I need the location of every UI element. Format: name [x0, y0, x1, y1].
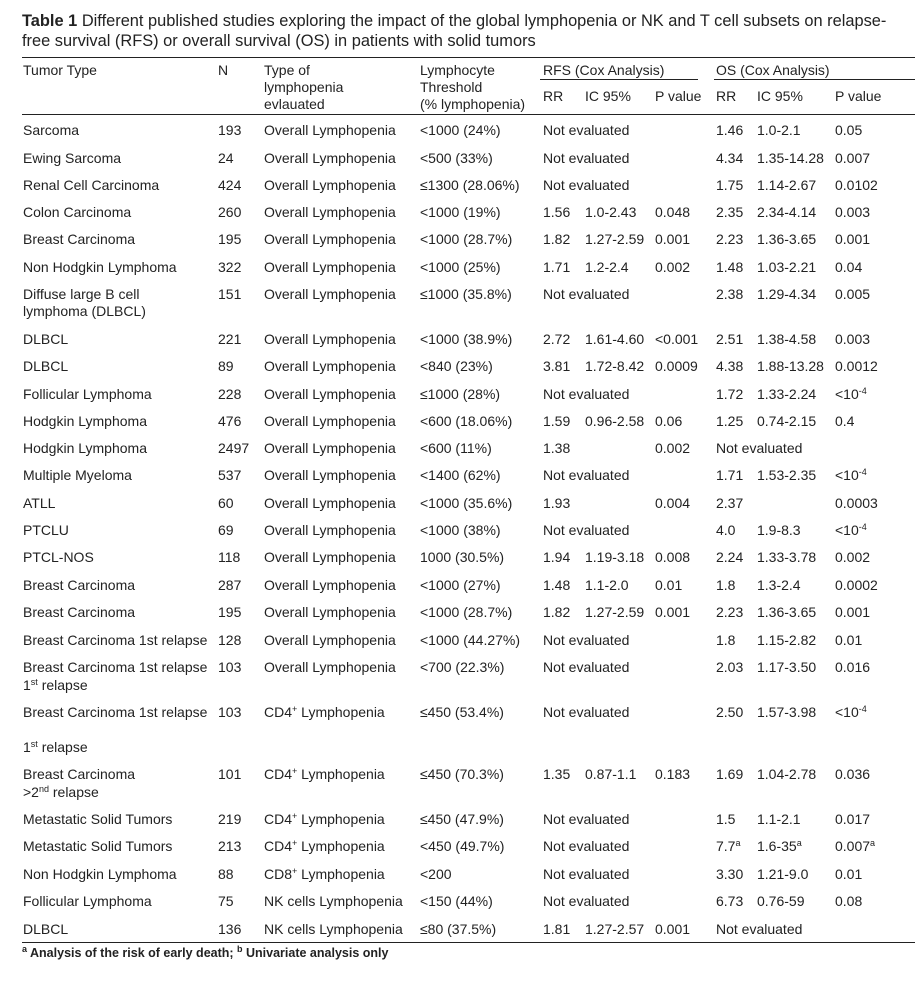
- row-4-rfs-pvalue: 0.048: [655, 204, 691, 220]
- header-rfs-group: RFS (Cox Analysis): [543, 62, 665, 78]
- row-17-rfs-pvalue: 0.01: [655, 577, 683, 593]
- row-26-os-ic95: 0.76-59: [757, 893, 805, 909]
- row-22-n: 101: [218, 766, 242, 782]
- row-26-tumor-type: Follicular Lymphoma: [23, 893, 152, 909]
- row-21-rfs-not-evaluated: Not evaluated: [543, 704, 630, 720]
- row-5-os-pvalue: 0.001: [835, 231, 871, 247]
- row-23-n: 219: [218, 811, 242, 827]
- row-12-lymphopenia-type: Overall Lymphopenia: [264, 440, 396, 456]
- row-15-os-pvalue: $<10^{-4}$: [835, 522, 867, 538]
- row-12-n: 2497: [218, 440, 250, 456]
- row-14-os-rr: 2.37: [716, 495, 744, 511]
- row-17-rfs-rr: 1.48: [543, 577, 571, 593]
- row-2-os-ic95: 1.35-14.28: [757, 150, 824, 166]
- row-17-n: 287: [218, 577, 242, 593]
- row-8-rfs-rr: 2.72: [543, 331, 571, 347]
- row-15-n: 69: [218, 522, 234, 538]
- row-7-lymphopenia-type: Overall Lymphopenia: [264, 286, 396, 302]
- row-10-os-ic95: 1.33-2.24: [757, 386, 817, 402]
- row-25-lymphopenia-type: CD8+ Lymphopenia: [264, 866, 385, 882]
- row-27-tumor-type: DLBCL: [23, 921, 69, 937]
- row-19-n: 128: [218, 632, 242, 648]
- row-19-os-rr: 1.8: [716, 632, 736, 648]
- row-10-rfs-not-evaluated: Not evaluated: [543, 386, 630, 402]
- row-13-os-rr: 1.71: [716, 467, 744, 483]
- row-8-os-ic95: 1.38-4.58: [757, 331, 817, 347]
- row-24-n: 213: [218, 838, 242, 854]
- row-8-n: 221: [218, 331, 242, 347]
- row-14-rfs-rr: 1.93: [543, 495, 571, 511]
- row-9-os-pvalue: 0.0012: [835, 358, 878, 374]
- row-2-n: 24: [218, 150, 234, 166]
- row-24-rfs-not-evaluated: Not evaluated: [543, 838, 630, 854]
- row-23-lymphopenia-type: CD4+ Lymphopenia: [264, 811, 385, 827]
- row-7-os-ic95: 1.29-4.34: [757, 286, 817, 302]
- row-22-lymphopenia-type: CD4+ Lymphopenia: [264, 766, 385, 782]
- row-27-lymphopenia-type: NK cells Lymphopenia: [264, 921, 403, 937]
- row-7-threshold: ≤1000 (35.8%): [420, 286, 512, 302]
- row-20-os-pvalue: 0.016: [835, 659, 871, 675]
- row-23-rfs-not-evaluated: Not evaluated: [543, 811, 630, 827]
- row-22-rfs-pvalue: 0.183: [655, 766, 691, 782]
- row-17-tumor-type: Breast Carcinoma: [23, 577, 136, 593]
- row-10-os-pvalue: $<10^{-4}$: [835, 386, 867, 402]
- row-14-tumor-type: ATLL: [23, 495, 56, 511]
- row-17-lymphopenia-type: Overall Lymphopenia: [264, 577, 396, 593]
- row-13-threshold: <1400 (62%): [420, 467, 501, 483]
- row-27-n: 136: [218, 921, 242, 937]
- row-22-os-rr: 1.69: [716, 766, 744, 782]
- row-23-os-rr: 1.5: [716, 811, 736, 827]
- row-11-os-pvalue: 0.4: [835, 413, 855, 429]
- row-21-n: 103: [218, 704, 242, 720]
- row-14-n: 60: [218, 495, 234, 511]
- header-n: N: [218, 62, 229, 78]
- row-9-os-rr: 4.38: [716, 358, 744, 374]
- row-11-os-ic95: 0.74-2.15: [757, 413, 817, 429]
- row-18-lymphopenia-type: Overall Lymphopenia: [264, 604, 396, 620]
- row-20-n: 103: [218, 659, 242, 675]
- header-os-group: OS (Cox Analysis): [716, 62, 830, 78]
- row-25-rfs-not-evaluated: Not evaluated: [543, 866, 630, 882]
- row-6-rfs-pvalue: 0.002: [655, 259, 691, 275]
- row-2-os-pvalue: 0.007: [835, 150, 871, 166]
- header-os-pvalue: P value: [835, 88, 882, 104]
- row-22-tumor-type: Breast Carcinoma: [23, 766, 136, 782]
- row-16-rfs-pvalue: 0.008: [655, 549, 691, 565]
- row-8-rfs-ic95: 1.61-4.60: [585, 331, 645, 347]
- row-2-lymphopenia-type: Overall Lymphopenia: [264, 150, 396, 166]
- row-16-rfs-ic95: 1.19-3.18: [585, 549, 645, 565]
- row-26-os-rr: 6.73: [716, 893, 744, 909]
- row-7-tumor-type-line2: lymphoma (DLBCL): [23, 303, 146, 319]
- row-11-rfs-rr: 1.59: [543, 413, 571, 429]
- row-23-tumor-type: Metastatic Solid Tumors: [23, 811, 173, 827]
- row-19-os-ic95: 1.15-2.82: [757, 632, 817, 648]
- row-19-rfs-not-evaluated: Not evaluated: [543, 632, 630, 648]
- row-19-os-pvalue: 0.01: [835, 632, 863, 648]
- row-18-rfs-ic95: 1.27-2.59: [585, 604, 645, 620]
- row-10-tumor-type: Follicular Lymphoma: [23, 386, 152, 402]
- row-5-n: 195: [218, 231, 242, 247]
- row-26-threshold: <150 (44%): [420, 893, 493, 909]
- row-20-rfs-not-evaluated: Not evaluated: [543, 659, 630, 675]
- header-type-of-lymphopenia-2: lymphopenia: [264, 79, 344, 95]
- row-13-tumor-type: Multiple Myeloma: [23, 467, 132, 483]
- row-18-os-ic95: 1.36-3.65: [757, 604, 817, 620]
- row-4-os-pvalue: 0.003: [835, 204, 871, 220]
- header-type-of-lymphopenia-1: Type of: [264, 62, 310, 78]
- row-5-rfs-rr: 1.82: [543, 231, 571, 247]
- row-23-os-pvalue: 0.017: [835, 811, 871, 827]
- row-9-lymphopenia-type: Overall Lymphopenia: [264, 358, 396, 374]
- row-4-rfs-ic95: 1.0-2.43: [585, 204, 637, 220]
- row-20-lymphopenia-type: Overall Lymphopenia: [264, 659, 396, 675]
- row-23-os-ic95: 1.1-2.1: [757, 811, 801, 827]
- row-15-threshold: <1000 (38%): [420, 522, 501, 538]
- row-22-os-ic95: 1.04-2.78: [757, 766, 817, 782]
- header-rule: [22, 114, 915, 115]
- row-10-threshold: ≤1000 (28%): [420, 386, 501, 402]
- row-27-rfs-ic95: 1.27-2.57: [585, 921, 645, 937]
- row-22-threshold: ≤450 (70.3%): [420, 766, 504, 782]
- header-tumor-type: Tumor Type: [23, 62, 97, 78]
- row-13-os-ic95: 1.53-2.35: [757, 467, 817, 483]
- row-1-os-rr: 1.46: [716, 122, 744, 138]
- row-20-threshold: <700 (22.3%): [420, 659, 505, 675]
- row-25-tumor-type: Non Hodgkin Lymphoma: [23, 866, 177, 882]
- row-8-os-rr: 2.51: [716, 331, 744, 347]
- top-rule: [22, 57, 915, 58]
- row-4-threshold: <1000 (19%): [420, 204, 501, 220]
- row-25-threshold: <200: [420, 866, 452, 882]
- row-13-rfs-not-evaluated: Not evaluated: [543, 467, 630, 483]
- row-27-threshold: ≤80 (37.5%): [420, 921, 497, 937]
- rfs-group-rule: [540, 79, 698, 80]
- table-caption: [22, 11, 912, 51]
- header-os-ic95: IC 95%: [757, 88, 803, 104]
- row-16-tumor-type: PTCL-NOS: [23, 549, 94, 565]
- row-18-os-rr: 2.23: [716, 604, 744, 620]
- row-7-rfs-not-evaluated: Not evaluated: [543, 286, 630, 302]
- row-15-tumor-type: PTCLU: [23, 522, 69, 538]
- row-25-os-ic95: 1.21-9.0: [757, 866, 809, 882]
- header-rfs-pvalue: P value: [655, 88, 702, 104]
- row-21-os-rr: 2.50: [716, 704, 744, 720]
- row-14-threshold: <1000 (35.6%): [420, 495, 513, 511]
- row-25-n: 88: [218, 866, 234, 882]
- row-4-rfs-rr: 1.56: [543, 204, 571, 220]
- row-20-os-rr: 2.03: [716, 659, 744, 675]
- row-4-os-ic95: 2.34-4.14: [757, 204, 817, 220]
- row-6-os-rr: 1.48: [716, 259, 744, 275]
- row-21-threshold: ≤450 (53.4%): [420, 704, 504, 720]
- row-19-tumor-type: Breast Carcinoma 1st relapse: [23, 632, 208, 648]
- row-4-tumor-type: Colon Carcinoma: [23, 204, 132, 220]
- row-6-threshold: <1000 (25%): [420, 259, 501, 275]
- row-26-rfs-not-evaluated: Not evaluated: [543, 893, 630, 909]
- row-27-os-not-evaluated: Not evaluated: [716, 921, 803, 937]
- row-13-os-pvalue: $<10^{-4}$: [835, 467, 867, 483]
- row-6-os-ic95: 1.03-2.21: [757, 259, 817, 275]
- row-5-threshold: <1000 (28.7%): [420, 231, 513, 247]
- row-20-os-ic95: 1.17-3.50: [757, 659, 817, 675]
- row-6-rfs-rr: 1.71: [543, 259, 571, 275]
- row-9-rfs-pvalue: 0.0009: [655, 358, 698, 374]
- row-3-n: 424: [218, 177, 242, 193]
- row-22-rfs-ic95: 0.87-1.1: [585, 766, 637, 782]
- row-24-tumor-type: Metastatic Solid Tumors: [23, 838, 173, 854]
- row-2-tumor-type: Ewing Sarcoma: [23, 150, 122, 166]
- row-22-os-pvalue: 0.036: [835, 766, 871, 782]
- row-22-rfs-rr: 1.35: [543, 766, 571, 782]
- row-8-tumor-type: DLBCL: [23, 331, 69, 347]
- row-24-os-pvalue: 0.007$^a$: [835, 838, 876, 854]
- row-9-rfs-ic95: 1.72-8.42: [585, 358, 645, 374]
- row-4-lymphopenia-type: Overall Lymphopenia: [264, 204, 396, 220]
- row-15-os-rr: 4.0: [716, 522, 736, 538]
- row-12-os-not-evaluated: Not evaluated: [716, 440, 803, 456]
- row-8-os-pvalue: 0.003: [835, 331, 871, 347]
- row-9-tumor-type: DLBCL: [23, 358, 69, 374]
- row-15-rfs-not-evaluated: Not evaluated: [543, 522, 630, 538]
- row-15-lymphopenia-type: Overall Lymphopenia: [264, 522, 396, 538]
- row-11-rfs-ic95: 0.96-2.58: [585, 413, 645, 429]
- row-24-os-ic95: 1.6-35$^a$: [757, 838, 802, 854]
- row-19-lymphopenia-type: Overall Lymphopenia: [264, 632, 396, 648]
- row-19-threshold: <1000 (44.27%): [420, 632, 521, 648]
- row-5-tumor-type: Breast Carcinoma: [23, 231, 136, 247]
- row-11-threshold: <600 (18.06%): [420, 413, 513, 429]
- row-12-threshold: <600 (11%): [420, 440, 492, 456]
- row-16-os-pvalue: 0.002: [835, 549, 871, 565]
- os-group-rule: [714, 79, 915, 80]
- row-11-os-rr: 1.25: [716, 413, 744, 429]
- row-7-tumor-type: Diffuse large B cell: [23, 286, 140, 302]
- row-6-n: 322: [218, 259, 242, 275]
- row-4-os-rr: 2.35: [716, 204, 744, 220]
- header-rfs-ic95: IC 95%: [585, 88, 631, 104]
- row-3-lymphopenia-type: Overall Lymphopenia: [264, 177, 396, 193]
- row-21-tumor-type: Breast Carcinoma 1st relapse: [23, 704, 208, 720]
- row-9-n: 89: [218, 358, 234, 374]
- row-3-os-rr: 1.75: [716, 177, 744, 193]
- row-26-n: 75: [218, 893, 234, 909]
- row-26-os-pvalue: 0.08: [835, 893, 863, 909]
- row-17-os-pvalue: 0.0002: [835, 577, 878, 593]
- row-24-os-rr: 7.7$^a$: [716, 838, 741, 854]
- row-11-rfs-pvalue: 0.06: [655, 413, 683, 429]
- row-6-tumor-type: Non Hodgkin Lymphoma: [23, 259, 177, 275]
- row-21-os-ic95: 1.57-3.98: [757, 704, 817, 720]
- header-threshold-2: Threshold: [420, 79, 483, 95]
- row-5-os-ic95: 1.36-3.65: [757, 231, 817, 247]
- row-8-threshold: <1000 (38.9%): [420, 331, 513, 347]
- row-24-threshold: <450 (49.7%): [420, 838, 505, 854]
- header-threshold-3: (% lymphopenia): [420, 96, 526, 112]
- table-label: Table 1: [22, 12, 78, 30]
- row-21-tumor-type-line2: 1st relapse: [23, 739, 88, 755]
- row-12-tumor-type: Hodgkin Lymphoma: [23, 440, 147, 456]
- row-18-n: 195: [218, 604, 242, 620]
- row-3-os-pvalue: 0.0102: [835, 177, 878, 193]
- row-5-lymphopenia-type: Overall Lymphopenia: [264, 231, 396, 247]
- bottom-rule: [22, 942, 915, 943]
- row-6-os-pvalue: 0.04: [835, 259, 863, 275]
- row-3-threshold: ≤1300 (28.06%): [420, 177, 520, 193]
- row-25-os-rr: 3.30: [716, 866, 744, 882]
- row-26-lymphopenia-type: NK cells Lymphopenia: [264, 893, 403, 909]
- row-11-tumor-type: Hodgkin Lymphoma: [23, 413, 147, 429]
- row-13-n: 537: [218, 467, 242, 483]
- row-16-os-rr: 2.24: [716, 549, 744, 565]
- header-rfs-rr: RR: [543, 88, 564, 104]
- row-1-threshold: <1000 (24%): [420, 122, 501, 138]
- row-9-os-ic95: 1.88-13.28: [757, 358, 824, 374]
- row-3-rfs-not-evaluated: Not evaluated: [543, 177, 630, 193]
- row-13-lymphopenia-type: Overall Lymphopenia: [264, 467, 396, 483]
- table-footnote: [22, 946, 388, 960]
- row-2-rfs-not-evaluated: Not evaluated: [543, 150, 630, 166]
- row-11-lymphopenia-type: Overall Lymphopenia: [264, 413, 396, 429]
- row-4-n: 260: [218, 204, 242, 220]
- row-16-rfs-rr: 1.94: [543, 549, 571, 565]
- row-23-threshold: ≤450 (47.9%): [420, 811, 504, 827]
- row-27-rfs-pvalue: 0.001: [655, 921, 691, 937]
- row-12-rfs-rr: 1.38: [543, 440, 571, 456]
- row-7-os-rr: 2.38: [716, 286, 744, 302]
- row-9-rfs-rr: 3.81: [543, 358, 571, 374]
- row-1-os-pvalue: 0.05: [835, 122, 863, 138]
- row-15-os-ic95: 1.9-8.3: [757, 522, 801, 538]
- row-2-os-rr: 4.34: [716, 150, 744, 166]
- row-9-threshold: <840 (23%): [420, 358, 493, 374]
- row-16-lymphopenia-type: Overall Lymphopenia: [264, 549, 396, 565]
- row-10-os-rr: 1.72: [716, 386, 744, 402]
- row-8-lymphopenia-type: Overall Lymphopenia: [264, 331, 396, 347]
- row-3-os-ic95: 1.14-2.67: [757, 177, 817, 193]
- row-17-rfs-ic95: 1.1-2.0: [585, 577, 629, 593]
- row-5-rfs-ic95: 1.27-2.59: [585, 231, 645, 247]
- row-21-os-pvalue: $<10^{-4}$: [835, 704, 867, 720]
- row-20-tumor-type-line2: 1st relapse: [23, 677, 88, 693]
- row-14-lymphopenia-type: Overall Lymphopenia: [264, 495, 396, 511]
- row-18-rfs-pvalue: 0.001: [655, 604, 691, 620]
- row-21-lymphopenia-type: CD4+ Lymphopenia: [264, 704, 385, 720]
- row-5-rfs-pvalue: 0.001: [655, 231, 691, 247]
- row-1-tumor-type: Sarcoma: [23, 122, 80, 138]
- row-2-threshold: <500 (33%): [420, 150, 493, 166]
- row-20-tumor-type: Breast Carcinoma 1st relapse: [23, 659, 208, 675]
- row-17-os-rr: 1.8: [716, 577, 736, 593]
- header-threshold-1: Lymphocyte: [420, 62, 495, 78]
- row-3-tumor-type: Renal Cell Carcinoma: [23, 177, 160, 193]
- row-11-n: 476: [218, 413, 242, 429]
- row-1-rfs-not-evaluated: Not evaluated: [543, 122, 630, 138]
- table-caption-text: Different published studies exploring the impact of the global lymphopenia or NK and T cell subsets on relapse-free survival (RFS) or overall survival (OS) in patients with solid tumors: [22, 12, 887, 50]
- footnote-b-text: Univariate analysis only: [242, 946, 389, 960]
- footnote-b-mark: b: [237, 944, 243, 954]
- row-18-threshold: <1000 (28.7%): [420, 604, 513, 620]
- row-17-os-ic95: 1.3-2.4: [757, 577, 801, 593]
- row-18-rfs-rr: 1.82: [543, 604, 571, 620]
- row-1-os-ic95: 1.0-2.1: [757, 122, 801, 138]
- row-16-n: 118: [218, 549, 241, 565]
- footnote-a-mark: a: [22, 944, 28, 954]
- row-17-threshold: <1000 (27%): [420, 577, 501, 593]
- row-7-os-pvalue: 0.005: [835, 286, 871, 302]
- row-18-tumor-type: Breast Carcinoma: [23, 604, 136, 620]
- row-14-rfs-pvalue: 0.004: [655, 495, 691, 511]
- row-22-tumor-type-line2: >2nd relapse: [23, 784, 99, 800]
- row-18-os-pvalue: 0.001: [835, 604, 871, 620]
- row-10-lymphopenia-type: Overall Lymphopenia: [264, 386, 396, 402]
- row-6-lymphopenia-type: Overall Lymphopenia: [264, 259, 396, 275]
- row-6-rfs-ic95: 1.2-2.4: [585, 259, 629, 275]
- row-1-n: 193: [218, 122, 242, 138]
- row-16-os-ic95: 1.33-3.78: [757, 549, 817, 565]
- row-14-os-pvalue: 0.0003: [835, 495, 878, 511]
- row-10-n: 228: [218, 386, 242, 402]
- row-8-rfs-pvalue: <0.001: [655, 331, 699, 347]
- header-type-of-lymphopenia-3: evlauated: [264, 96, 325, 112]
- row-12-rfs-pvalue: 0.002: [655, 440, 691, 456]
- row-5-os-rr: 2.23: [716, 231, 744, 247]
- row-25-os-pvalue: 0.01: [835, 866, 863, 882]
- row-24-lymphopenia-type: CD4+ Lymphopenia: [264, 838, 385, 854]
- header-os-rr: RR: [716, 88, 737, 104]
- row-16-threshold: 1000 (30.5%): [420, 549, 505, 565]
- row-1-lymphopenia-type: Overall Lymphopenia: [264, 122, 396, 138]
- footnote-a-text: Analysis of the risk of early death;: [27, 946, 238, 960]
- row-7-n: 151: [218, 286, 242, 302]
- row-27-rfs-rr: 1.81: [543, 921, 571, 937]
